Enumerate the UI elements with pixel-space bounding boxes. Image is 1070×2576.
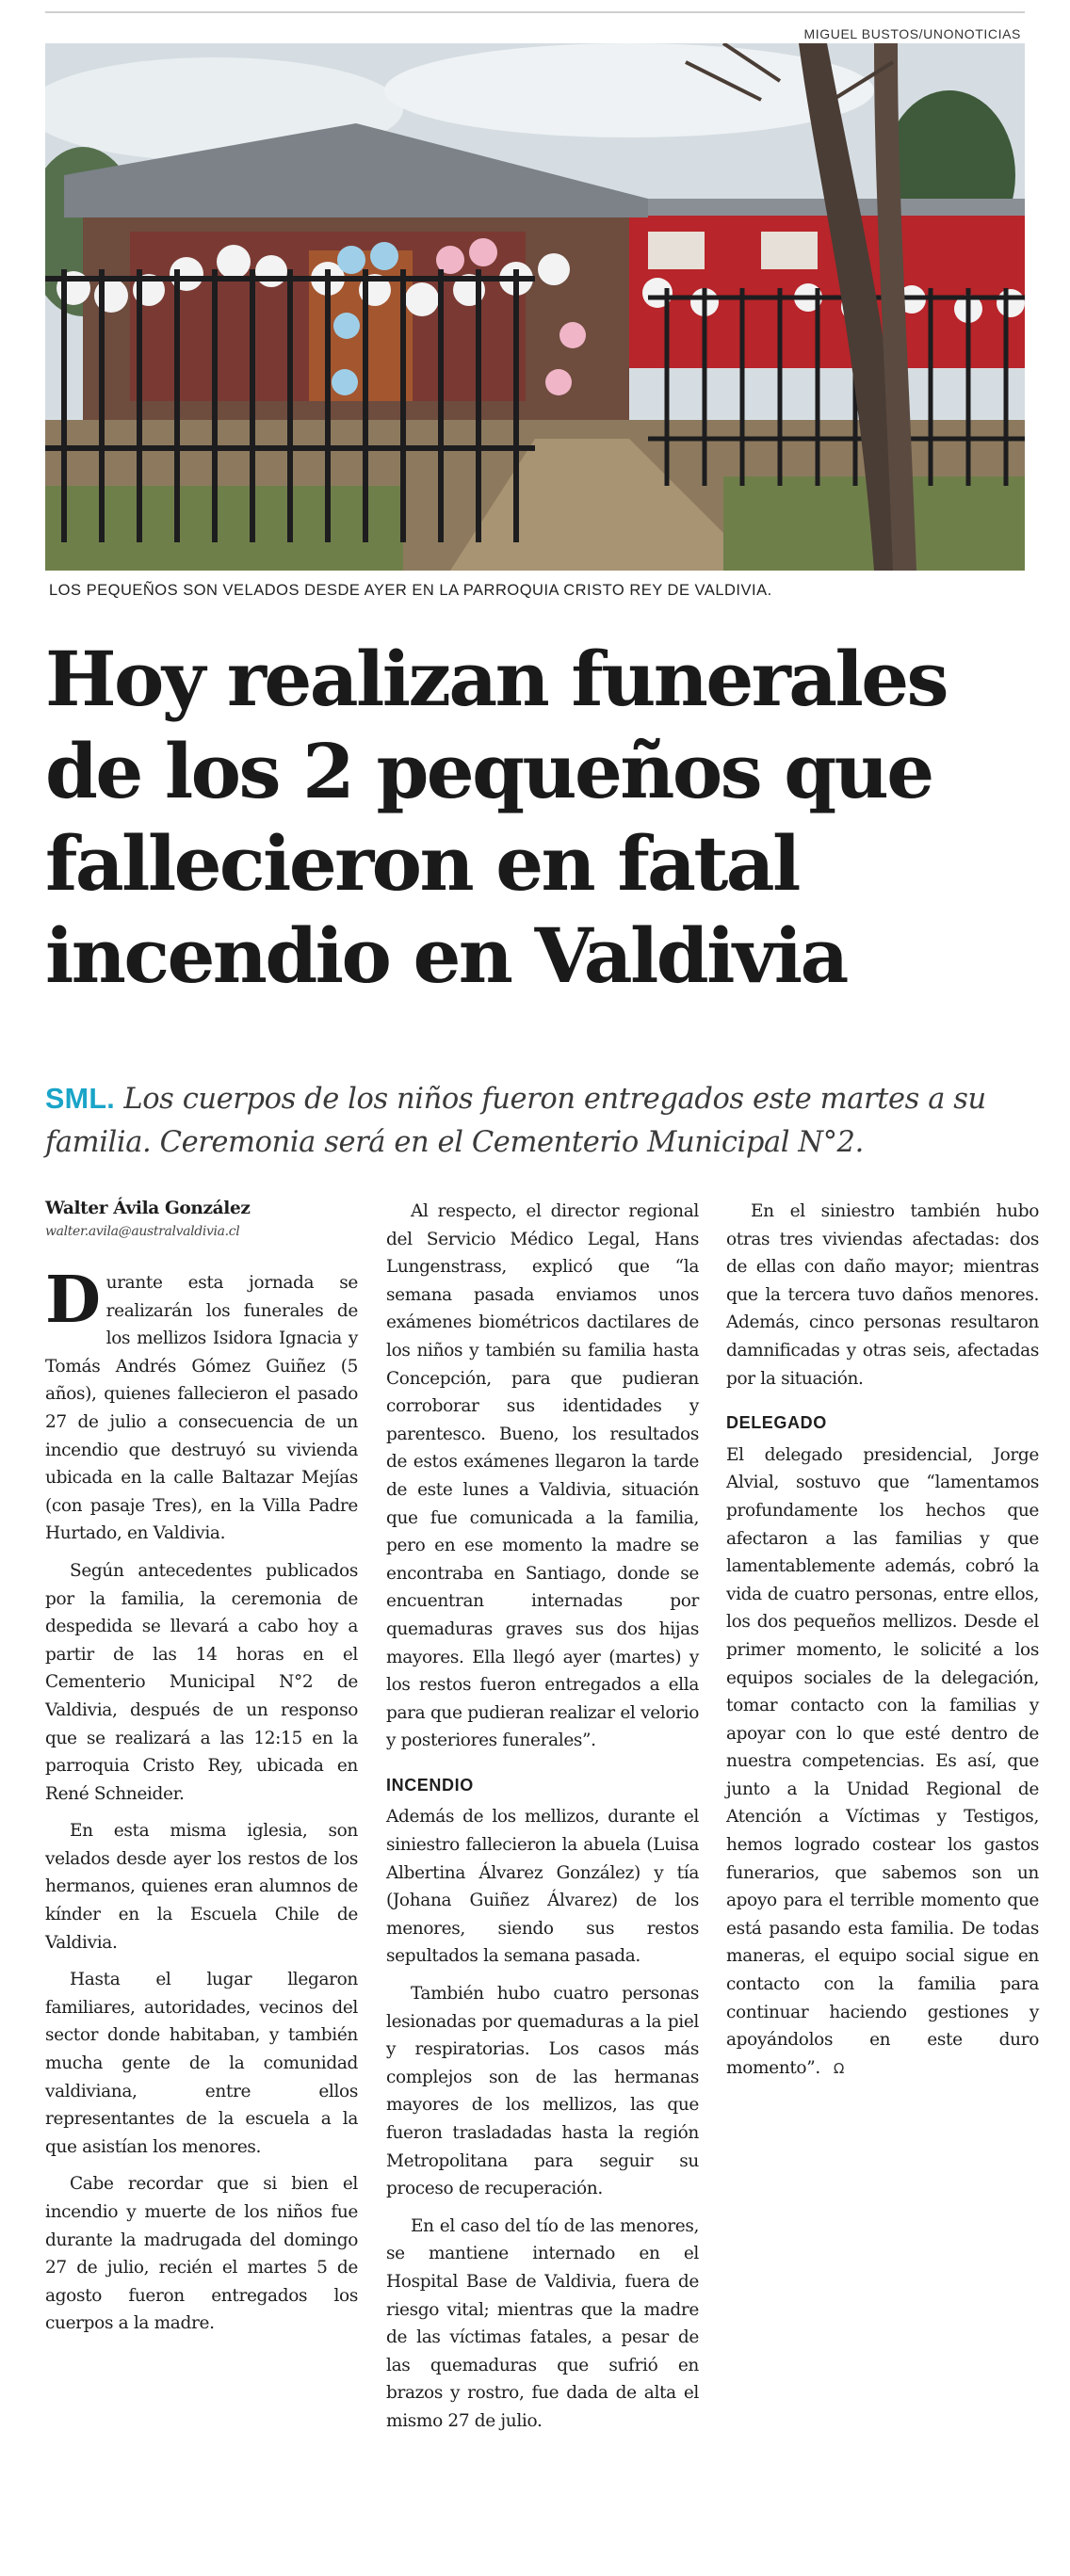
end-mark-icon: Ω xyxy=(833,2059,844,2077)
photo-credit: MIGUEL BUSTOS/UNONOTICIAS xyxy=(803,26,1021,41)
article-paragraph: También hubo cuatro personas lesionadas por quemaduras a la piel y respiratorias. Los casos más complejos son de las hermanas mayores de los mellizos, las que fueron trasladadas hasta la región Metropolitana para seguir su proceso de recuperación. xyxy=(386,1984,699,2199)
top-rule xyxy=(45,11,1025,13)
article-paragraph: En el caso del tío de las menores, se mantiene internado en el Hospital Base de Valdivia, fuera de riesgo vital; mientras que la madre de las víctimas fatales, a pesar de las quemaduras que sufrió en brazos y rostro, fue dada de alta el mismo 27 de julio. xyxy=(386,2215,699,2431)
news-photo xyxy=(45,43,1025,571)
article-column-1 xyxy=(45,1198,358,2347)
deck-text: Los cuerpos de los niños fueron entregados este martes a su familia. Ceremonia será en el Cementerio Municipal N°2. xyxy=(45,1083,986,1159)
deck xyxy=(45,1077,1025,1165)
article-paragraph: Además de los mellizos, durante el siniestro fallecieron la abuela (Luisa Albertina Álvarez González) y tía (Johana Guiñez Álvarez) de los menores, siendo sus restos sepultados la semana pasada. xyxy=(386,1807,699,1967)
article-column-3 xyxy=(726,1198,1039,2092)
photo-caption: LOS PEQUEÑOS SON VELADOS DESDE AYER EN LA PARROQUIA CRISTO REY DE VALDIVIA. xyxy=(49,582,772,599)
article-paragraph: Cabe recordar que si bien el incendio y muerte de los niños fue durante la madrugada del domingo 27 de julio, recién el martes 5 de agosto fueron entregados los cuerpos a la madre. xyxy=(45,2174,358,2334)
article-paragraph: En el siniestro también hubo otras tres viviendas afectadas: dos de ellas con daño mayor; mientras que la tercera tuvo daños menores. Además, cinco personas resultaron damnificadas y otras seis, afectadas por la situación. xyxy=(726,1201,1039,1389)
byline-email: walter.avila@australvaldivia.cl xyxy=(45,1224,240,1239)
article-paragraph: Hasta el lugar llegaron familiares, autoridades, vecinos del sector donde habitaban, y también mucha gente de la comunidad valdiviana, entre ellos representantes de la escuela a la que asistían los menores. xyxy=(45,1970,358,2157)
article-paragraph: En esta misma iglesia, son velados desde ayer los restos de los hermanos, quienes eran alumnos de kínder en la Escuela Chile de Valdivia. xyxy=(45,1821,358,1953)
article-paragraph: Durante esta jornada se realizarán los funerales de los mellizos Isidora Ignacia y Tomás Andrés Gómez Guiñez (5 años), quienes fallecieron el pasado 27 de julio a consecuencia de un incendio que destruyó su vivienda ubicada en la calle Baltazar Mejías (con pasaje Tres), en la Villa Padre Hurtado, en Valdivia. xyxy=(45,1263,358,1544)
deck-tag: SML. xyxy=(45,1083,116,1115)
subhead-delegado: DELEGADO xyxy=(726,1413,827,1433)
article-paragraph: Según antecedentes publicados por la familia, la ceremonia de despedida se llevará a cabo hoy a partir de las 14 horas en el Cementerio Municipal N°2 de Valdivia, después de un responso que se realizará a las 12:15 en la parroquia Cristo Rey, ubicada en René Schneider. xyxy=(45,1560,358,1804)
drop-cap: D xyxy=(45,1263,101,1338)
subhead-incendio: INCENDIO xyxy=(386,1775,474,1795)
article-paragraph: El delegado presidencial, Jorge Alvial, sostuvo que “lamentamos profundamente los hechos que afectaron a las familias y que lamentablemente además, cobró la vida de cuatro personas, entre ellos, los dos pequeños mellizos. Desde el primer momento, le solicité a los equipos sociales de la delegación, tomar contacto con la familias y apoyar con lo que esté dentro de nuestra competencias. Es así, que junto a la Unidad Regional de Atención a Víctimas y Testigos, hemos logrado costear los gastos funerarios, que sabemos son un apoyo para el terrible momento que está pasando esta familia. De todas maneras, el equipo social sigue en contacto con la familia para continuar haciendo gestiones y apoyándolos en este duro momento”. Ω xyxy=(726,1444,1039,2078)
church-photo-illustration xyxy=(45,43,1025,571)
article-paragraph: Al respecto, el director regional del Servicio Médico Legal, Hans Lungenstrass, explicó que “la semana pasada enviamos unos exámenes biométricos dactilares de los niños y también su familia hasta Concepción, para que pudieran corroborar sus identidades y parentesco. Bueno, los resultados de estos exámenes llegaron la tarde de este lunes a Valdivia, situación que fue comunicada a la familia, pero en ese momento la madre se encontraba en Santiago, donde se encuentran internadas por quemaduras graves sus dos hijas mayores. Ella llegó ayer (martes) y los restos fueron entregados a ella para que pudieran realizar el velorio y posteriores funerales”. xyxy=(386,1201,699,1751)
byline-author: Walter Ávila González xyxy=(45,1199,251,1218)
headline: Hoy realizan funerales de los 2 pequeños que fallecieron en fatal incendio en Valdivia xyxy=(45,635,947,1000)
article-column-2 xyxy=(386,1198,699,2445)
